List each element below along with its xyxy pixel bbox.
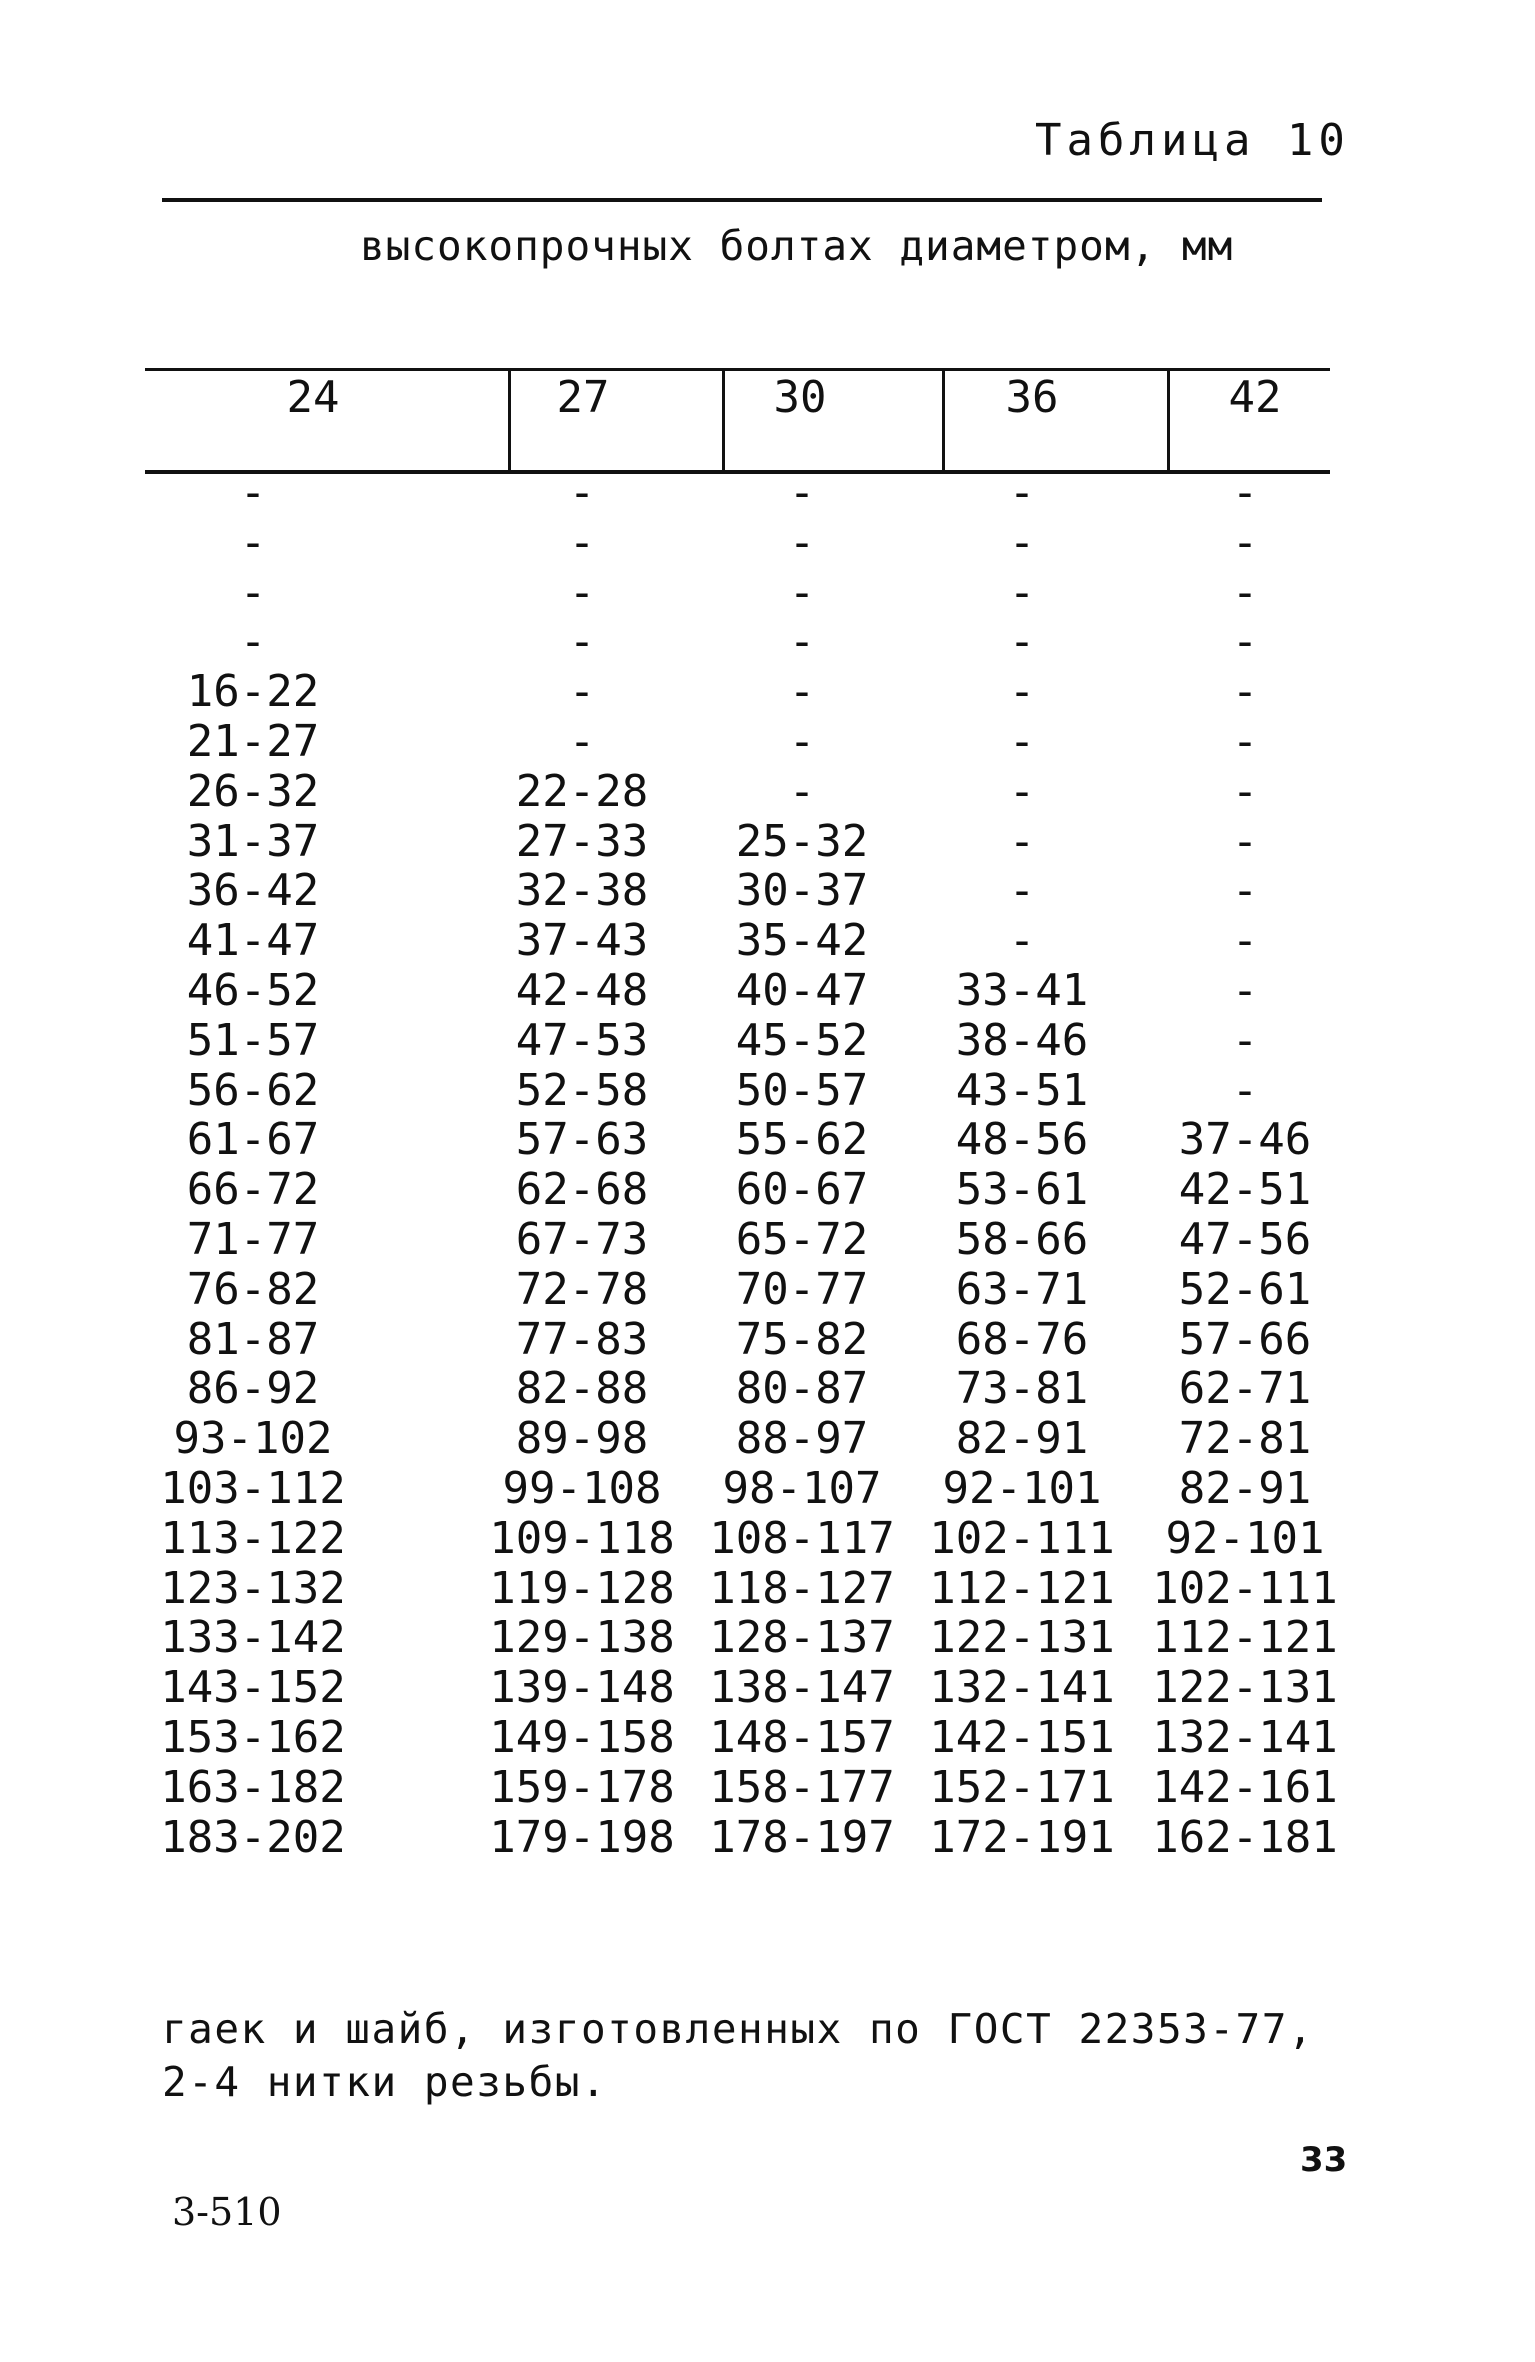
header-divider-2 bbox=[722, 368, 725, 472]
note-line-1: гаек и шайб, изготовленных по ГОСТ 22353-77, bbox=[162, 2005, 1315, 2053]
table-cell: 60-67 bbox=[735, 1164, 869, 1215]
table-cell: 27-33 bbox=[515, 816, 649, 867]
table-cell: - bbox=[1231, 1015, 1259, 1066]
table-cell: 68-76 bbox=[955, 1314, 1089, 1365]
table-cell: 129-138 bbox=[489, 1612, 675, 1663]
table-cell: - bbox=[1008, 766, 1036, 817]
table-cell: - bbox=[1231, 716, 1259, 767]
table-cell: - bbox=[1231, 1065, 1259, 1116]
table-cell: 30-37 bbox=[735, 865, 869, 916]
table-cell: 22-28 bbox=[515, 766, 649, 817]
table-cell: 172-191 bbox=[929, 1812, 1115, 1863]
table-cell: 75-82 bbox=[735, 1314, 869, 1365]
table-cell: 183-202 bbox=[160, 1812, 346, 1863]
table-cell: 162-181 bbox=[1152, 1812, 1338, 1863]
table-cell: 139-148 bbox=[489, 1662, 675, 1713]
top-rule bbox=[162, 198, 1322, 202]
table-cell: 112-121 bbox=[1152, 1612, 1338, 1663]
header-top-rule bbox=[145, 368, 1330, 371]
table-cell: - bbox=[239, 517, 267, 568]
table-cell: 62-71 bbox=[1178, 1363, 1312, 1414]
table-cell: - bbox=[788, 716, 816, 767]
column-header-42: 42 bbox=[1228, 372, 1282, 423]
table-cell: - bbox=[239, 467, 267, 518]
table-cell: 16-22 bbox=[186, 666, 320, 717]
table-cell: 142-151 bbox=[929, 1712, 1115, 1763]
table-cell: 48-56 bbox=[955, 1114, 1089, 1165]
table-cell: 66-72 bbox=[186, 1164, 320, 1215]
table-cell: 89-98 bbox=[515, 1413, 649, 1464]
table-cell: - bbox=[1008, 616, 1036, 667]
table-cell: 63-71 bbox=[955, 1264, 1089, 1315]
table-cell: - bbox=[1231, 666, 1259, 717]
table-cell: 62-68 bbox=[515, 1164, 649, 1215]
table-cell: 61-67 bbox=[186, 1114, 320, 1165]
table-cell: - bbox=[1231, 467, 1259, 518]
table-cell: 93-102 bbox=[173, 1413, 333, 1464]
table-cell: - bbox=[1008, 567, 1036, 618]
table-cell: - bbox=[788, 616, 816, 667]
table-cell: 103-112 bbox=[160, 1463, 346, 1514]
table-cell: 148-157 bbox=[709, 1712, 895, 1763]
table-cell: 119-128 bbox=[489, 1563, 675, 1614]
table-cell: 42-48 bbox=[515, 965, 649, 1016]
table-cell: - bbox=[1231, 517, 1259, 568]
table-cell: - bbox=[568, 467, 596, 518]
table-cell: - bbox=[1231, 766, 1259, 817]
table-cell: 159-178 bbox=[489, 1762, 675, 1813]
table-cell: - bbox=[568, 517, 596, 568]
table-cell: 52-58 bbox=[515, 1065, 649, 1116]
table-cell: 45-52 bbox=[735, 1015, 869, 1066]
table-cell: 58-66 bbox=[955, 1214, 1089, 1265]
table-cell: 57-63 bbox=[515, 1114, 649, 1165]
column-header-30: 30 bbox=[773, 372, 827, 423]
table-cell: 92-101 bbox=[942, 1463, 1102, 1514]
table-cell: 67-73 bbox=[515, 1214, 649, 1265]
header-divider-1 bbox=[508, 368, 511, 472]
table-cell: 132-141 bbox=[1152, 1712, 1338, 1763]
table-cell: 179-198 bbox=[489, 1812, 675, 1863]
table-cell: 128-137 bbox=[709, 1612, 895, 1663]
table-cell: 25-32 bbox=[735, 816, 869, 867]
table-cell: 113-122 bbox=[160, 1513, 346, 1564]
table-cell: - bbox=[1231, 865, 1259, 916]
table-cell: 82-88 bbox=[515, 1363, 649, 1414]
table-cell: - bbox=[568, 716, 596, 767]
table-caption: Таблица 10 bbox=[1035, 115, 1350, 166]
table-cell: 70-77 bbox=[735, 1264, 869, 1315]
table-cell: - bbox=[1008, 666, 1036, 717]
table-cell: - bbox=[1231, 616, 1259, 667]
table-cell: - bbox=[239, 567, 267, 618]
table-cell: 163-182 bbox=[160, 1762, 346, 1813]
table-cell: - bbox=[1008, 716, 1036, 767]
table-cell: 99-108 bbox=[502, 1463, 662, 1514]
table-cell: 56-62 bbox=[186, 1065, 320, 1116]
table-cell: - bbox=[788, 766, 816, 817]
table-cell: - bbox=[1008, 865, 1036, 916]
table-cell: 123-132 bbox=[160, 1563, 346, 1614]
table-cell: - bbox=[1008, 816, 1036, 867]
table-cell: 47-53 bbox=[515, 1015, 649, 1066]
table-cell: 38-46 bbox=[955, 1015, 1089, 1066]
table-cell: 82-91 bbox=[1178, 1463, 1312, 1514]
table-cell: 132-141 bbox=[929, 1662, 1115, 1713]
table-cell: 86-92 bbox=[186, 1363, 320, 1414]
column-header-24: 24 bbox=[286, 372, 340, 423]
table-cell: 153-162 bbox=[160, 1712, 346, 1763]
table-cell: 42-51 bbox=[1178, 1164, 1312, 1215]
table-cell: - bbox=[788, 567, 816, 618]
document-code: 3-510 bbox=[172, 2190, 282, 2234]
table-cell: 43-51 bbox=[955, 1065, 1089, 1116]
table-cell: 35-42 bbox=[735, 915, 869, 966]
table-cell: 32-38 bbox=[515, 865, 649, 916]
table-cell: 80-87 bbox=[735, 1363, 869, 1414]
table-cell: 158-177 bbox=[709, 1762, 895, 1813]
table-cell: 122-131 bbox=[929, 1612, 1115, 1663]
table-cell: 57-66 bbox=[1178, 1314, 1312, 1365]
table-cell: - bbox=[1231, 567, 1259, 618]
page-number: 33 bbox=[1300, 2140, 1348, 2180]
table-cell: 142-161 bbox=[1152, 1762, 1338, 1813]
table-cell: 33-41 bbox=[955, 965, 1089, 1016]
table-cell: 31-37 bbox=[186, 816, 320, 867]
table-cell: - bbox=[568, 666, 596, 717]
table-cell: 41-47 bbox=[186, 915, 320, 966]
table-cell: - bbox=[568, 567, 596, 618]
table-cell: 109-118 bbox=[489, 1513, 675, 1564]
table-cell: 152-171 bbox=[929, 1762, 1115, 1813]
table-cell: 73-81 bbox=[955, 1363, 1089, 1414]
table-cell: - bbox=[1231, 965, 1259, 1016]
table-cell: 138-147 bbox=[709, 1662, 895, 1713]
table-cell: 98-107 bbox=[722, 1463, 882, 1514]
table-cell: 102-111 bbox=[929, 1513, 1115, 1564]
table-cell: 37-46 bbox=[1178, 1114, 1312, 1165]
note-line-2: 2-4 нитки резьбы. bbox=[162, 2058, 608, 2106]
table-cell: - bbox=[1008, 915, 1036, 966]
table-cell: 112-121 bbox=[929, 1563, 1115, 1614]
table-cell: 88-97 bbox=[735, 1413, 869, 1464]
table-cell: 37-43 bbox=[515, 915, 649, 966]
column-header-27: 27 bbox=[556, 372, 610, 423]
table-cell: 46-52 bbox=[186, 965, 320, 1016]
table-cell: 76-82 bbox=[186, 1264, 320, 1315]
table-cell: - bbox=[1008, 467, 1036, 518]
table-cell: - bbox=[1231, 816, 1259, 867]
header-divider-3 bbox=[942, 368, 945, 472]
table-cell: - bbox=[239, 616, 267, 667]
table-cell: - bbox=[1231, 915, 1259, 966]
table-cell: 71-77 bbox=[186, 1214, 320, 1265]
column-header-36: 36 bbox=[1005, 372, 1059, 423]
table-cell: - bbox=[568, 616, 596, 667]
table-cell: 51-57 bbox=[186, 1015, 320, 1066]
table-cell: 81-87 bbox=[186, 1314, 320, 1365]
table-cell: - bbox=[788, 517, 816, 568]
table-cell: 72-78 bbox=[515, 1264, 649, 1315]
table-cell: 178-197 bbox=[709, 1812, 895, 1863]
table-cell: - bbox=[1008, 517, 1036, 568]
table-cell: 122-131 bbox=[1152, 1662, 1338, 1713]
table-cell: 149-158 bbox=[489, 1712, 675, 1763]
table-cell: 82-91 bbox=[955, 1413, 1089, 1464]
table-cell: 92-101 bbox=[1165, 1513, 1325, 1564]
table-cell: 77-83 bbox=[515, 1314, 649, 1365]
table-cell: - bbox=[788, 467, 816, 518]
header-divider-4 bbox=[1167, 368, 1170, 472]
table-cell: 143-152 bbox=[160, 1662, 346, 1713]
table-cell: 65-72 bbox=[735, 1214, 869, 1265]
table-cell: 102-111 bbox=[1152, 1563, 1338, 1614]
table-cell: 55-62 bbox=[735, 1114, 869, 1165]
table-cell: 50-57 bbox=[735, 1065, 869, 1116]
table-cell: 52-61 bbox=[1178, 1264, 1312, 1315]
table-cell: 53-61 bbox=[955, 1164, 1089, 1215]
table-cell: 133-142 bbox=[160, 1612, 346, 1663]
table-subtitle: высокопрочных болтах диаметром, мм bbox=[360, 222, 1234, 270]
table-cell: 72-81 bbox=[1178, 1413, 1312, 1464]
table-cell: 40-47 bbox=[735, 965, 869, 1016]
table-cell: 47-56 bbox=[1178, 1214, 1312, 1265]
table-cell: 108-117 bbox=[709, 1513, 895, 1564]
table-cell: 21-27 bbox=[186, 716, 320, 767]
table-cell: 26-32 bbox=[186, 766, 320, 817]
table-cell: 36-42 bbox=[186, 865, 320, 916]
table-cell: - bbox=[788, 666, 816, 717]
table-cell: 118-127 bbox=[709, 1563, 895, 1614]
